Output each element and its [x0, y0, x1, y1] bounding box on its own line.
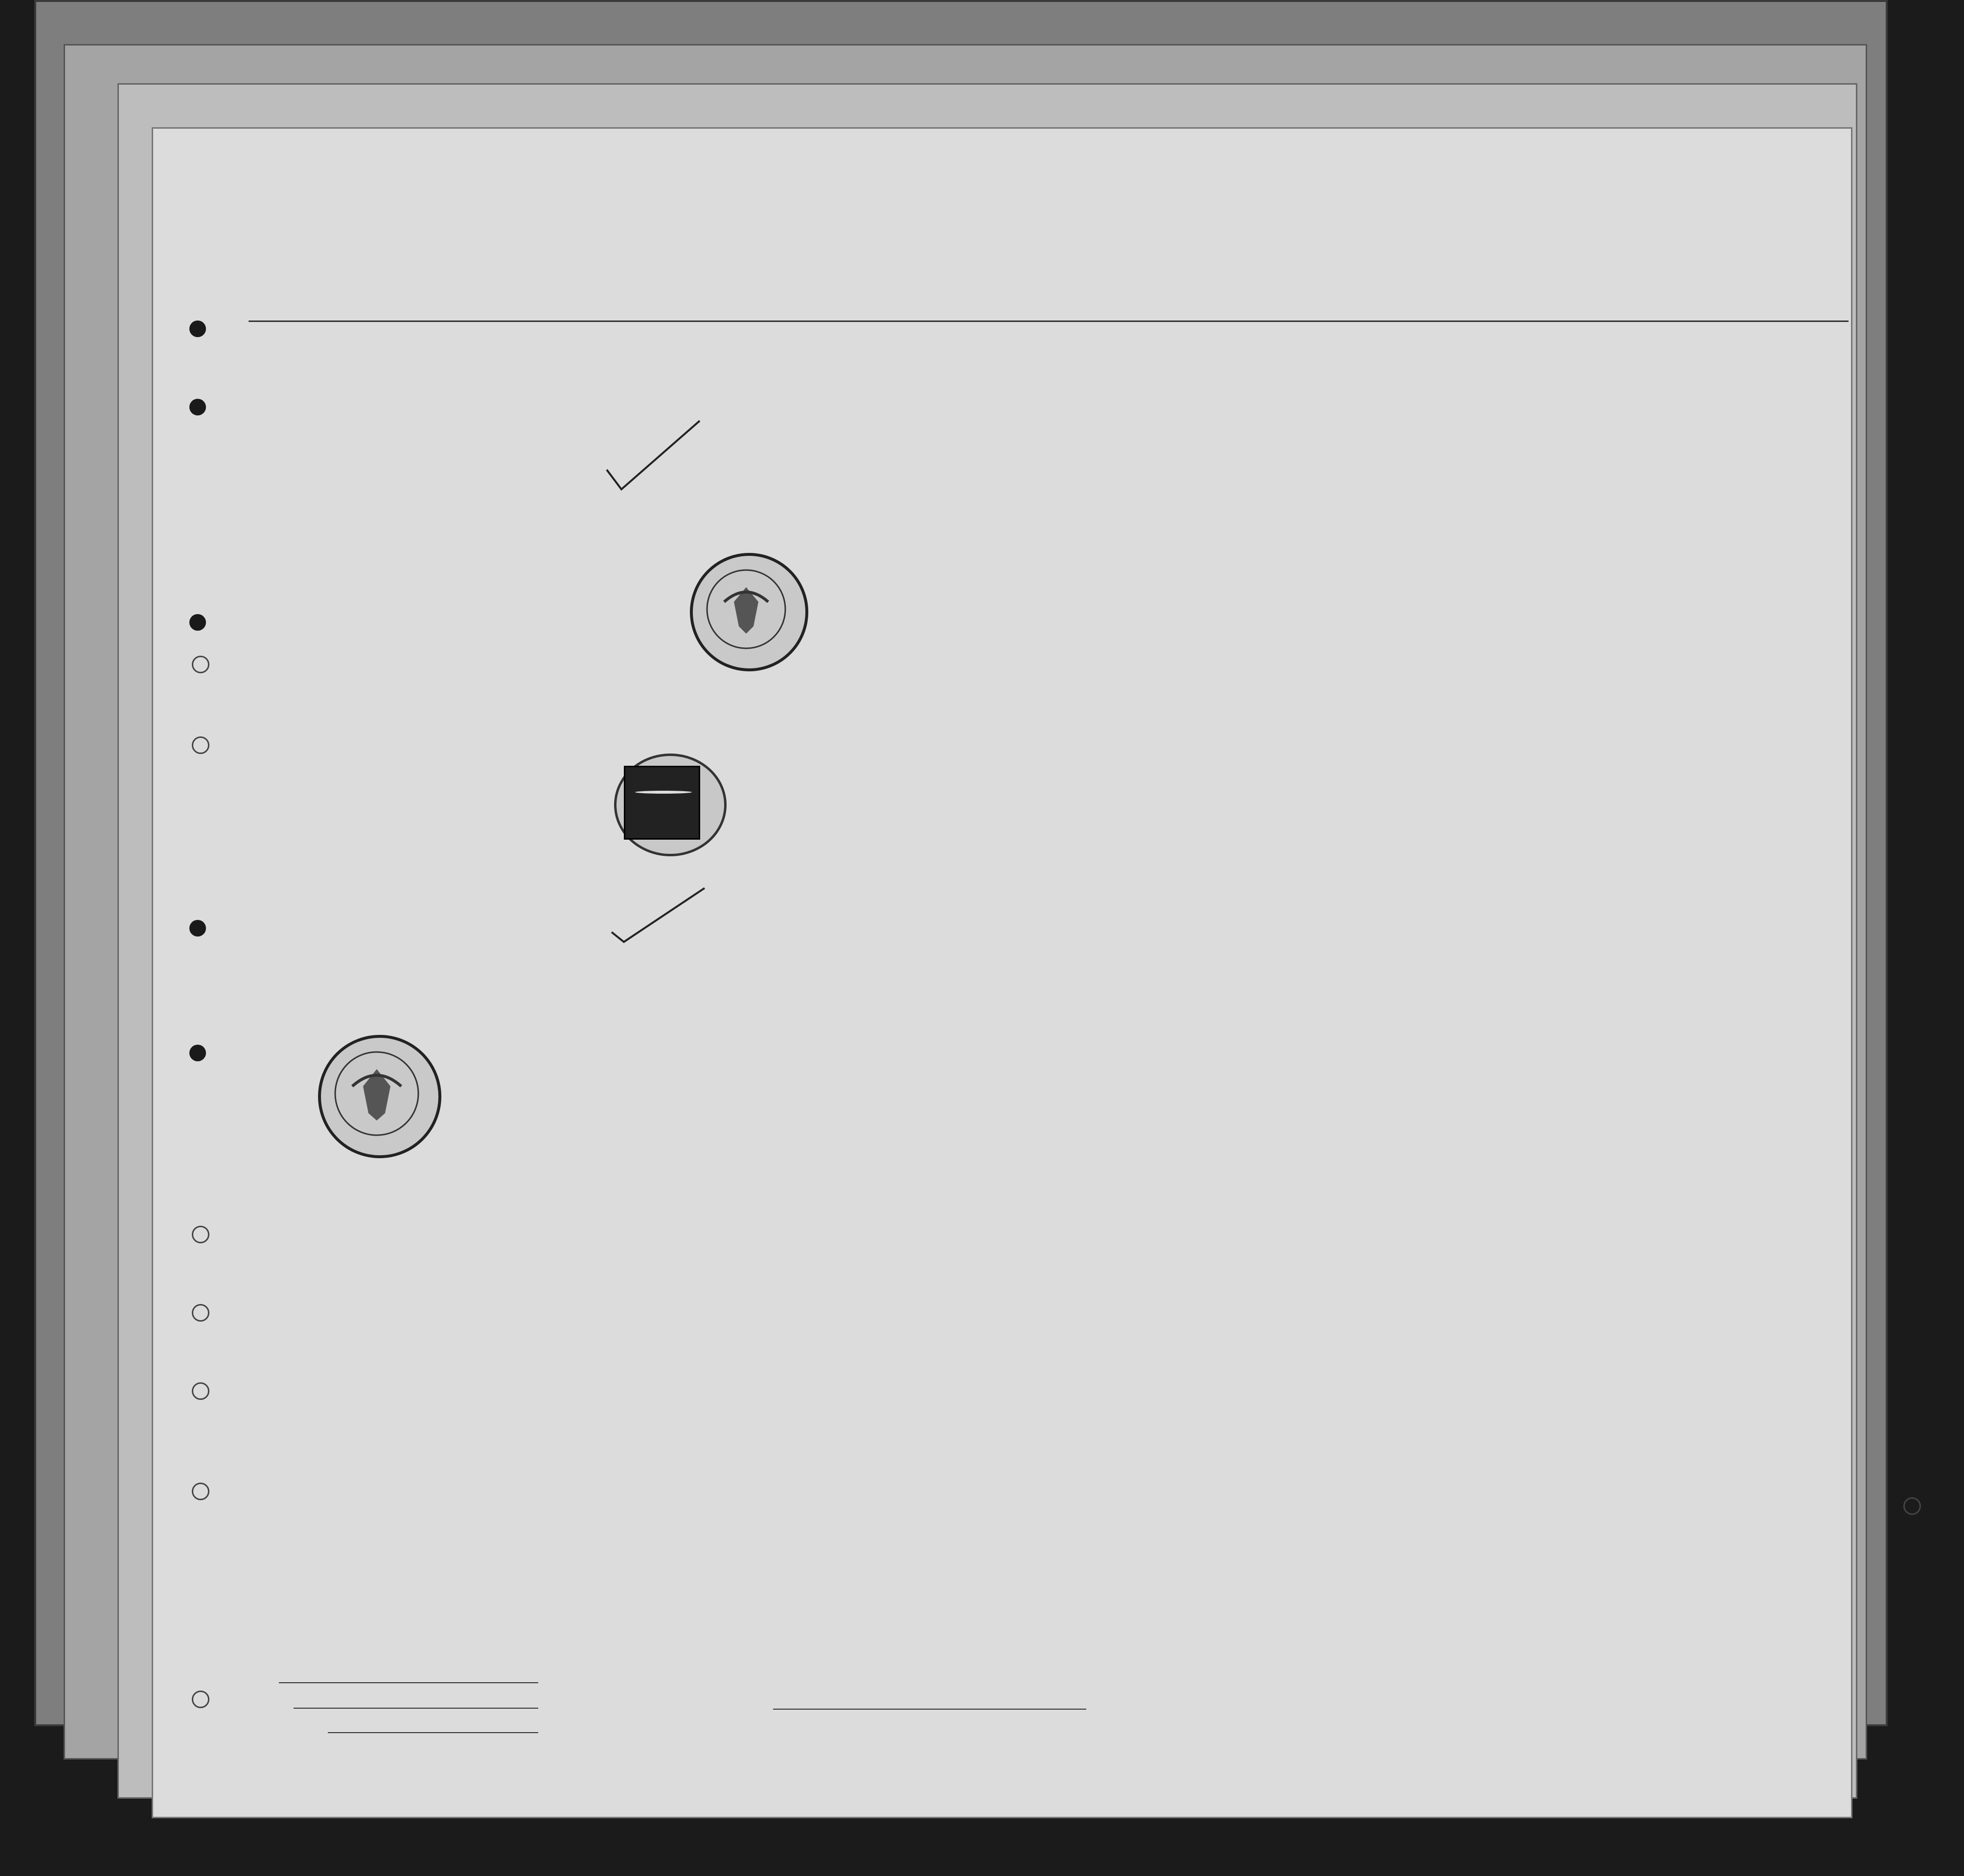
punch-ring	[192, 656, 209, 673]
fee-stamp	[624, 766, 700, 840]
punch-hole	[189, 1045, 206, 1061]
footer-agents-rule	[328, 1732, 538, 1733]
footer-owners-rule	[294, 1708, 538, 1709]
punch-ring	[1903, 1497, 1921, 1515]
footer-line-rule	[279, 1682, 538, 1683]
punch-hole	[189, 614, 206, 631]
manifest-sheet	[152, 127, 1852, 1818]
inspector-signature-rule	[773, 1709, 1086, 1710]
vessel-underline	[249, 320, 1849, 322]
vessel-line	[286, 295, 1813, 320]
punch-hole	[189, 320, 206, 337]
punch-hole	[189, 399, 206, 415]
fee-stamp-amount	[635, 791, 692, 794]
punch-ring	[192, 736, 209, 754]
punch-ring	[192, 1483, 209, 1500]
checkmark-row13	[607, 883, 714, 947]
consulate-stamp-buenos-aires	[267, 543, 521, 749]
punch-ring	[192, 1226, 209, 1243]
consulate-seal-rio	[318, 1035, 441, 1158]
checkmark-row1	[602, 416, 709, 494]
punch-hole	[189, 920, 206, 937]
punch-ring	[192, 1691, 209, 1708]
punch-ring	[192, 1382, 209, 1400]
punch-ring	[192, 1304, 209, 1322]
consulate-seal-buenos-aires	[690, 553, 808, 671]
